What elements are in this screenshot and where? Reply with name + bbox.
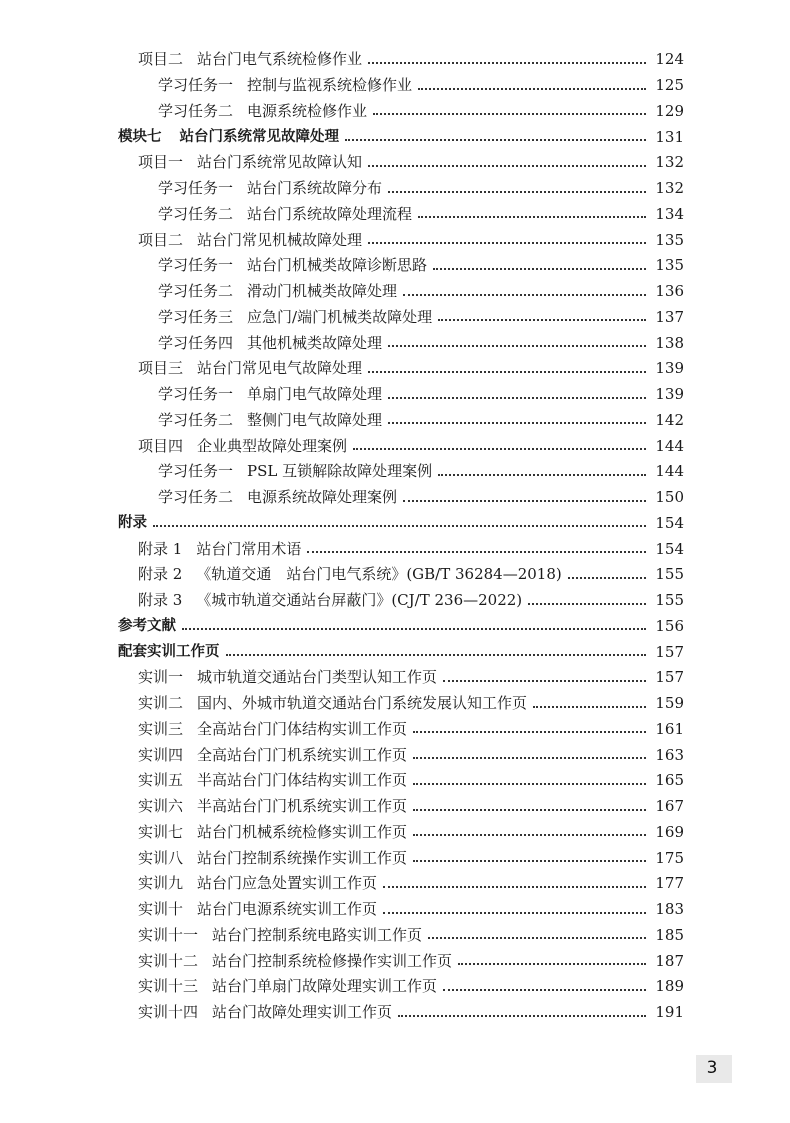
toc-entry-title: 半高站台门门机系统实训工作页 — [197, 797, 408, 816]
toc-entry-title: 控制与监视系统检修作业 — [247, 76, 413, 95]
toc-entry-label: 学习任务二 — [158, 282, 234, 301]
toc-entry-label: 实训十三 — [138, 977, 199, 996]
toc-entry[interactable] — [118, 227, 684, 253]
toc-entry[interactable] — [118, 742, 684, 768]
toc-entry-title: 站台门控制系统检修操作实训工作页 — [212, 951, 453, 970]
toc-entry-title: 站台门单扇门故障处理实训工作页 — [212, 977, 438, 996]
toc-entry-label: 实训二 — [138, 694, 184, 713]
toc-entry[interactable] — [118, 665, 684, 691]
toc-entry-page: 144 — [655, 462, 684, 481]
dot-leader — [368, 371, 646, 373]
toc-entry[interactable] — [118, 73, 684, 99]
toc-entry[interactable] — [118, 99, 684, 125]
toc-entry-page: 169 — [655, 822, 684, 841]
dot-leader — [413, 731, 646, 733]
toc-entry-page: 139 — [655, 359, 684, 378]
toc-entry-label: 学习任务三 — [158, 307, 234, 326]
dot-leader — [398, 1015, 646, 1017]
toc-entry-page: 159 — [655, 694, 684, 713]
toc-entry[interactable] — [118, 1000, 684, 1026]
toc-entry-page: 138 — [655, 333, 684, 352]
toc-entry-label: 实训四 — [138, 745, 184, 764]
toc-entry-page: 125 — [655, 76, 684, 95]
toc-entry-page: 137 — [655, 307, 684, 326]
toc-entry-label: 附录 1 — [138, 539, 183, 558]
toc-entry-label: 实训三 — [138, 719, 184, 738]
toc-entry-label: 参考文献 — [118, 618, 176, 635]
toc-entry-label: 学习任务一 — [158, 385, 234, 404]
dot-leader — [458, 963, 646, 965]
toc-entry-page: 134 — [655, 204, 684, 223]
dot-leader — [413, 834, 646, 836]
toc-entry[interactable] — [118, 536, 684, 562]
dot-leader — [533, 706, 646, 708]
toc-entry-label: 项目四 — [138, 436, 184, 455]
toc-entry[interactable] — [118, 202, 684, 228]
page-number: 3 — [706, 1058, 718, 1078]
toc-entry[interactable] — [118, 923, 684, 949]
dot-leader — [153, 525, 646, 527]
toc-entry-page: 187 — [655, 951, 684, 970]
toc-entry-page: 157 — [655, 642, 684, 661]
toc-entry-page: 175 — [655, 848, 684, 867]
toc-entry[interactable] — [118, 150, 684, 176]
toc-entry-title: 国内、外城市轨道交通站台门系统发展认知工作页 — [197, 694, 528, 713]
dot-leader — [418, 216, 646, 218]
toc-entry-page: 177 — [655, 874, 684, 893]
toc-entry-label: 学习任务一 — [158, 462, 234, 481]
table-of-contents — [118, 47, 684, 1026]
toc-entry-page: 183 — [655, 900, 684, 919]
toc-entry-label: 配套实训工作页 — [118, 643, 220, 660]
dot-leader — [368, 62, 646, 64]
dot-leader — [438, 474, 646, 476]
toc-entry-title: 站台门系统常见故障认知 — [197, 153, 363, 172]
toc-entry-label: 实训十一 — [138, 925, 199, 944]
toc-entry-label: 模块七 — [118, 128, 162, 145]
dot-leader — [413, 809, 646, 811]
toc-entry[interactable] — [118, 639, 684, 665]
toc-entry[interactable] — [118, 124, 684, 150]
toc-entry[interactable] — [118, 330, 684, 356]
toc-entry-label: 学习任务二 — [158, 488, 234, 507]
toc-entry-title: 半高站台门门体结构实训工作页 — [197, 771, 408, 790]
toc-entry-label: 实训八 — [138, 848, 184, 867]
toc-entry[interactable] — [118, 871, 684, 897]
toc-entry-title: 《轨道交通 站台门电气系统》(GB/T 36284—2018) — [196, 565, 562, 584]
toc-entry-title: 站台门应急处置实训工作页 — [197, 874, 378, 893]
toc-entry[interactable] — [118, 820, 684, 846]
dot-leader — [418, 88, 646, 90]
toc-entry-label: 实训十四 — [138, 1003, 199, 1022]
dot-leader — [433, 268, 646, 270]
toc-entry-page: 124 — [655, 50, 684, 69]
dot-leader — [383, 886, 646, 888]
toc-entry[interactable] — [118, 382, 684, 408]
toc-entry[interactable] — [118, 974, 684, 1000]
toc-entry-title: 站台门系统故障分布 — [247, 179, 383, 198]
dot-leader — [226, 654, 647, 656]
toc-entry-title: 站台门常用术语 — [196, 539, 302, 558]
toc-entry-title: 单扇门电气故障处理 — [247, 385, 383, 404]
toc-entry[interactable] — [118, 691, 684, 717]
toc-entry-title: 站台门系统常见故障处理 — [179, 128, 339, 145]
dot-leader — [388, 191, 646, 193]
toc-entry-title: 站台门电气系统检修作业 — [197, 50, 363, 69]
toc-entry-title: 站台门系统故障处理流程 — [247, 204, 413, 223]
toc-entry-label: 学习任务二 — [158, 410, 234, 429]
toc-entry[interactable] — [118, 305, 684, 331]
toc-entry-label: 实训五 — [138, 771, 184, 790]
dot-leader — [388, 345, 646, 347]
dot-leader — [307, 551, 646, 553]
toc-entry[interactable] — [118, 408, 684, 434]
toc-entry-page: 185 — [655, 925, 684, 944]
toc-entry[interactable] — [118, 717, 684, 743]
toc-entry[interactable] — [118, 588, 684, 614]
toc-entry-page: 136 — [655, 282, 684, 301]
dot-leader — [182, 628, 646, 630]
toc-entry-title: 站台门常见电气故障处理 — [197, 359, 363, 378]
toc-entry-label: 项目三 — [138, 359, 184, 378]
toc-entry-label: 项目一 — [138, 153, 184, 172]
dot-leader — [413, 757, 646, 759]
toc-entry[interactable] — [118, 433, 684, 459]
dot-leader — [388, 422, 646, 424]
toc-entry-title: 全高站台门门机系统实训工作页 — [197, 745, 408, 764]
toc-entry-label: 学习任务一 — [158, 256, 234, 275]
toc-entry-page: 139 — [655, 385, 684, 404]
toc-entry-page: 150 — [655, 488, 684, 507]
toc-entry[interactable] — [118, 356, 684, 382]
toc-entry-page: 189 — [655, 977, 684, 996]
dot-leader — [413, 783, 646, 785]
toc-entry-label: 实训十二 — [138, 951, 199, 970]
toc-entry-page: 157 — [655, 668, 684, 687]
toc-entry-page: 163 — [655, 745, 684, 764]
toc-entry-title: 城市轨道交通站台门类型认知工作页 — [197, 668, 438, 687]
toc-entry-title: 应急门/端门机械类故障处理 — [247, 307, 433, 326]
toc-entry-title: 站台门控制系统操作实训工作页 — [197, 848, 408, 867]
toc-entry[interactable] — [118, 614, 684, 640]
toc-entry-page: 161 — [655, 719, 684, 738]
toc-entry-page: 155 — [655, 565, 684, 584]
toc-entry[interactable] — [118, 897, 684, 923]
toc-entry[interactable] — [118, 459, 684, 485]
toc-entry-label: 附录 3 — [138, 591, 183, 610]
dot-leader — [373, 113, 646, 115]
toc-entry-page: 156 — [655, 616, 684, 635]
toc-entry-label: 实训十 — [138, 900, 184, 919]
toc-entry[interactable] — [118, 279, 684, 305]
toc-entry-label: 实训七 — [138, 822, 184, 841]
toc-entry-title: 站台门机械系统检修实训工作页 — [197, 822, 408, 841]
toc-entry-label: 学习任务二 — [158, 204, 234, 223]
toc-entry[interactable] — [118, 176, 684, 202]
dot-leader — [368, 165, 646, 167]
toc-entry-label: 学习任务一 — [158, 76, 234, 95]
toc-entry-label: 学习任务二 — [158, 101, 234, 120]
toc-entry-page: 144 — [655, 436, 684, 455]
toc-entry-title: 整侧门电气故障处理 — [247, 410, 383, 429]
dot-leader — [428, 937, 646, 939]
toc-entry-title: 电源系统检修作业 — [247, 101, 368, 120]
toc-entry-page: 165 — [655, 771, 684, 790]
toc-entry[interactable] — [118, 845, 684, 871]
toc-entry-label: 实训六 — [138, 797, 184, 816]
dot-leader — [368, 242, 646, 244]
toc-entry-title: 站台门控制系统电路实训工作页 — [212, 925, 423, 944]
toc-entry-title: 站台门机械类故障诊断思路 — [247, 256, 428, 275]
dot-leader — [403, 500, 646, 502]
toc-entry-label: 项目二 — [138, 50, 184, 69]
dot-leader — [438, 319, 646, 321]
toc-entry-page: 191 — [655, 1003, 684, 1022]
dot-leader — [413, 860, 646, 862]
toc-entry-page: 154 — [655, 539, 684, 558]
toc-entry-title: 站台门常见机械故障处理 — [197, 230, 363, 249]
dot-leader — [388, 397, 646, 399]
dot-leader — [568, 577, 646, 579]
toc-entry-title: 《城市轨道交通站台屏蔽门》(CJ/T 236—2022) — [196, 591, 523, 610]
toc-entry-label: 附录 2 — [138, 565, 183, 584]
toc-entry-page: 132 — [655, 179, 684, 198]
toc-entry-page: 131 — [655, 127, 684, 146]
toc-entry-label: 项目二 — [138, 230, 184, 249]
dot-leader — [345, 139, 646, 141]
dot-leader — [528, 603, 646, 605]
dot-leader — [383, 912, 646, 914]
toc-entry[interactable] — [118, 511, 684, 537]
toc-entry-label: 实训九 — [138, 874, 184, 893]
toc-entry-title: 站台门故障处理实训工作页 — [212, 1003, 393, 1022]
toc-entry-page: 167 — [655, 797, 684, 816]
toc-entry-title: PSL 互锁解除故障处理案例 — [247, 462, 433, 481]
toc-entry-page: 129 — [655, 101, 684, 120]
toc-entry-label: 附录 — [118, 515, 147, 532]
toc-entry[interactable] — [118, 47, 684, 73]
toc-entry-page: 135 — [655, 256, 684, 275]
toc-entry[interactable] — [118, 948, 684, 974]
toc-entry-page: 154 — [655, 513, 684, 532]
toc-entry-title: 站台门电源系统实训工作页 — [197, 900, 378, 919]
toc-entry-label: 学习任务一 — [158, 179, 234, 198]
toc-entry-title: 全高站台门门体结构实训工作页 — [197, 719, 408, 738]
toc-entry-page: 155 — [655, 591, 684, 610]
toc-entry-title: 企业典型故障处理案例 — [197, 436, 348, 455]
toc-entry-page: 142 — [655, 410, 684, 429]
toc-entry-page: 135 — [655, 230, 684, 249]
toc-entry-title: 滑动门机械类故障处理 — [247, 282, 398, 301]
toc-entry-title: 电源系统故障处理案例 — [247, 488, 398, 507]
toc-entry[interactable] — [118, 768, 684, 794]
toc-entry[interactable] — [118, 485, 684, 511]
toc-entry-page: 132 — [655, 153, 684, 172]
dot-leader — [403, 294, 646, 296]
toc-entry-title: 其他机械类故障处理 — [247, 333, 383, 352]
dot-leader — [443, 989, 646, 991]
dot-leader — [443, 680, 646, 682]
toc-entry-label: 实训一 — [138, 668, 184, 687]
toc-entry[interactable] — [118, 253, 684, 279]
toc-entry[interactable] — [118, 794, 684, 820]
toc-entry-label: 学习任务四 — [158, 333, 234, 352]
toc-entry[interactable] — [118, 562, 684, 588]
dot-leader — [353, 448, 646, 450]
